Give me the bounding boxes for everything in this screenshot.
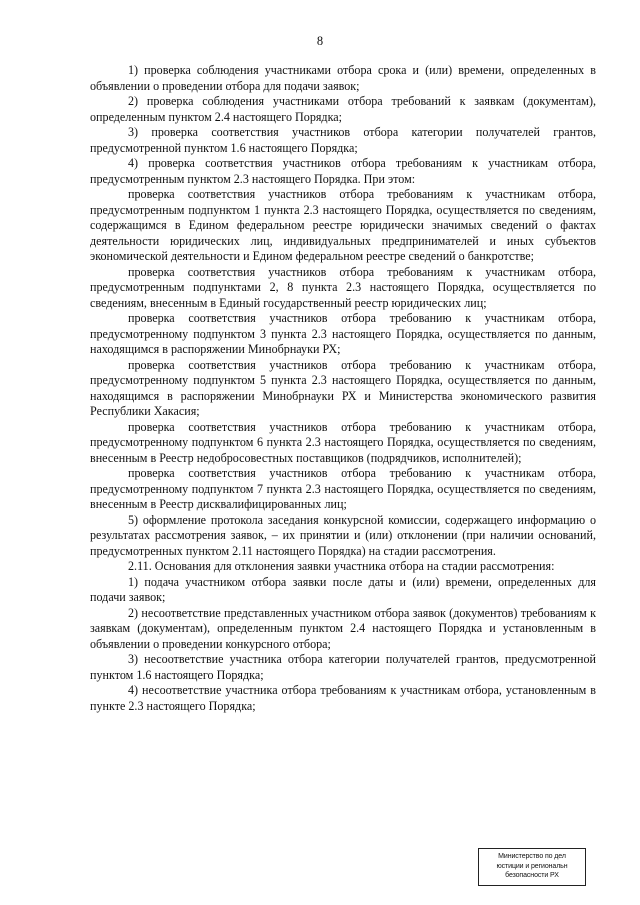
paragraph: проверка соответствия участников отбора требованиям к участникам отбора, предусмотренным подпунктом 1 пункта 2.3 настоящего Порядка, осуществляется по сведениям, содержащимся в Едином федеральном реестре юридически значимых сведений о фактах деятельности юридических лиц, индивидуальных предпринимателей и иных субъектов экономической деятельности и Едином федеральном реестре сведений о банкротстве; — [90, 187, 596, 263]
paragraph: 2) несоответствие представленных участником отбора заявок (документов) требованиям к заявкам (документам), определенным пунктом 2.4 настоящего Порядка и установленным в объявлении о проведении конкурсного отбора; — [90, 605, 596, 651]
paragraph: 2) проверка соблюдения участниками отбора требований к заявкам (документам), определенным пунктом 2.4 настоящего Порядка; — [90, 94, 596, 124]
paragraph: проверка соответствия участников отбора требованию к участникам отбора, предусмотренному подпунктом 3 пункта 2.3 настоящего Порядка, осуществляется по данным, находящимся в распоряжении Минобрнауки РХ; — [90, 311, 596, 356]
paragraph: проверка соответствия участников отбора требованию к участникам отбора, предусмотренному подпунктом 7 пункта 2.3 настоящего Порядка, осуществляется по сведениям, внесенным в Реестр дисквалифицированных лиц; — [90, 466, 596, 511]
paragraph: 4) проверка соответствия участников отбора требованиям к участникам отбора, предусмотренным пунктом 2.3 настоящего Порядка. При этом: — [90, 156, 596, 186]
stamp-line: юстиции и региональн — [496, 862, 568, 870]
paragraph: проверка соответствия участников отбора требованию к участникам отбора, предусмотренному подпунктом 5 пункта 2.3 настоящего Порядка, осуществляется по данным, находящимся в распоряжении Минобрнауки РХ и Министерства экономического развития Республики Хакасия; — [90, 357, 596, 418]
paragraph: 2.11. Основания для отклонения заявки участника отбора на стадии рассмотрения: — [128, 559, 555, 573]
page-number: 8 — [316, 34, 324, 48]
paragraph: 3) проверка соответствия участников отбора категории получателей грантов, предусмотренной пунктом 1.6 настоящего Порядка; — [90, 125, 596, 155]
paragraph: проверка соответствия участников отбора требованиям к участникам отбора, предусмотренным подпунктами 2, 8 пункта 2.3 настоящего Порядка, осуществляется по сведениям, внесенным в Единый государственный реестр юридических лиц; — [90, 264, 596, 310]
paragraph: 1) проверка соблюдения участниками отбора срока и (или) времени, определенных в объявлении о проведении отбора для подачи заявок; — [90, 63, 596, 93]
paragraph: 4) несоответствие участника отбора требованиям к участникам отбора, установленным в пункте 2.3 настоящего Порядка; — [90, 683, 596, 713]
ministry-stamp — [478, 848, 586, 886]
body-text — [90, 63, 596, 714]
stamp-line: Министерство по дел — [498, 853, 566, 860]
stamp-line: безопасности РХ — [505, 872, 559, 879]
paragraph: 1) подача участником отбора заявки после даты и (или) времени, определенных для подачи заявок; — [90, 574, 596, 604]
paragraph: 3) несоответствие участника отбора категории получателей грантов, предусмотренной пунктом 1.6 настоящего Порядка; — [90, 652, 596, 682]
paragraph: 5) оформление протокола заседания конкурсной комиссии, содержащего информацию о результатах рассмотрения заявок, – их принятии и (или) отклонении (при наличии оснований, предусмотренных пунктом 2.11 настоящего Порядка) на стадии рассмотрения. — [90, 512, 596, 558]
paragraph: проверка соответствия участников отбора требованию к участникам отбора, предусмотренному подпунктом 6 пункта 2.3 настоящего Порядка, осуществляется по сведениям, внесенным в Реестр недобросовестных поставщиков (подрядчиков, исполнителей); — [90, 419, 596, 465]
